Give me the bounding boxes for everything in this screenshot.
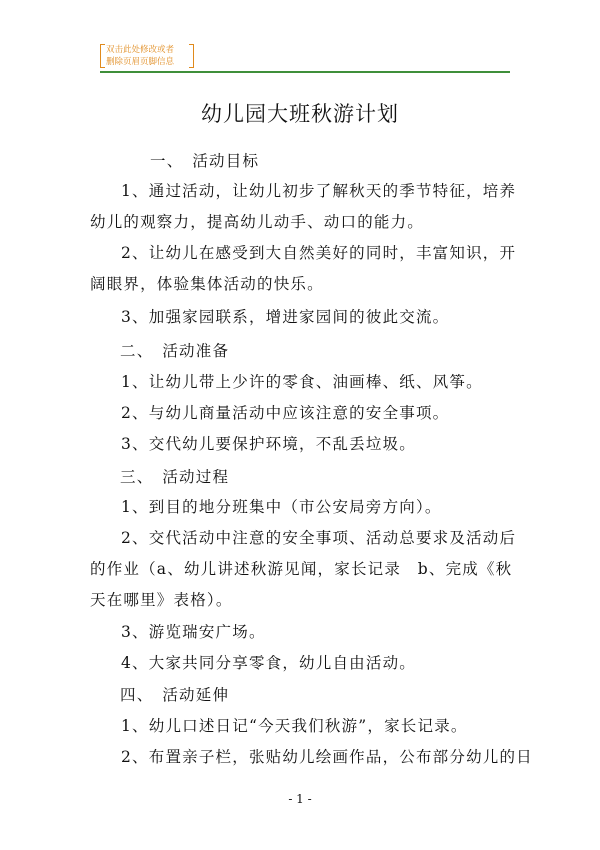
- page-number: - 1 -: [288, 792, 312, 806]
- process-item-1: 1、到目的地分班集中（市公安局旁方向）。: [121, 498, 442, 516]
- prep-item-3: 3、交代幼儿要保护环境，不乱丢垃圾。: [121, 435, 416, 453]
- header-divider: [100, 71, 510, 73]
- header-bracket-left: [100, 44, 105, 68]
- process-item-3: 3、游览瑞安广场。: [121, 623, 266, 641]
- prep-item-1: 1、让幼儿带上少许的零食、油画棒、纸、风筝。: [121, 373, 483, 391]
- goal-item-2: 2、让幼儿在感受到大自然美好的同时，丰富知识，开阔眼界，体验集体活动的快乐。: [90, 244, 517, 293]
- section-heading-process: 三、 活动过程: [120, 468, 230, 486]
- prep-item-2: 2、与幼儿商量活动中应该注意的安全事项。: [121, 404, 450, 422]
- process-item-4: 4、大家共同分享零食，幼儿自由活动。: [121, 654, 416, 672]
- document-title: 幼儿园大班秋游计划: [201, 102, 399, 126]
- goal-item-3: 3、加强家园联系，增进家园间的彼此交流。: [121, 308, 450, 326]
- section-heading-goals: 一、 活动目标: [150, 152, 260, 170]
- section-heading-preparation: 二、 活动准备: [120, 342, 230, 360]
- goal-item-1: 1、通过活动，让幼儿初步了解秋天的季节特征，培养幼儿的观察力，提高幼儿动手、动口的能力。: [90, 182, 517, 231]
- section-heading-extension: 四、 活动延伸: [120, 686, 230, 704]
- header-edit-hint[interactable]: [104, 44, 190, 68]
- header-hint-line-2: 删除页眉页脚信息: [106, 57, 175, 67]
- extension-item-1: 1、幼儿口述日记“今天我们秋游”，家长记录。: [121, 717, 468, 735]
- process-item-2: 2、交代活动中注意的安全事项、活动总要求及活动后的作业（a、幼儿讲述秋游见闻，家长记录 b、完成《秋天在哪里》表格）。: [90, 529, 517, 609]
- extension-item-2: 2、布置亲子栏，张贴幼儿绘画作品，公布部分幼儿的日: [121, 748, 533, 766]
- header-bracket-right: [189, 44, 194, 68]
- header-hint-line-1: 双击此处修改或者: [106, 45, 175, 55]
